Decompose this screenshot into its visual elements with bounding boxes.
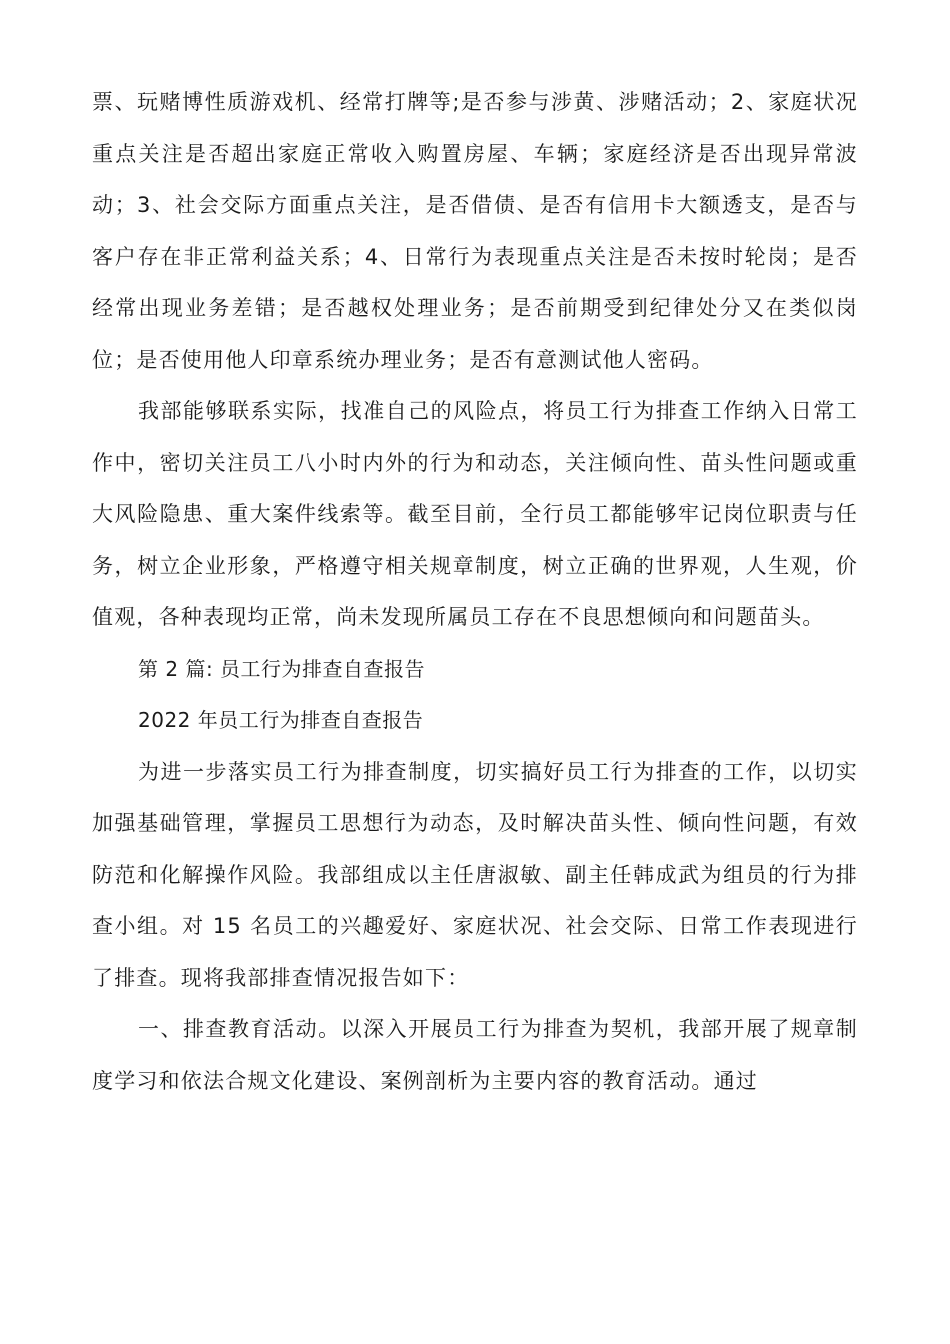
document-body <box>92 77 858 1107</box>
paragraph-introduction: 为进一步落实员工行为排查制度，切实搞好员工行为排查的工作，以切实加强基础管理，掌握员工思想行为动态，及时解决苗头性、倾向性问题，有效防范和化解操作风险。我部组成以主任唐淑敏、副主任韩成武为组员的行为排查小组。对 15 名员工的兴趣爱好、家庭状况、社会交际、日常工作表现进行了排查。现将我部排查情况报告如下： <box>92 759 858 990</box>
section-heading: 第 2 篇: 员工行为排查自查报告 <box>138 656 426 681</box>
report-title: 2022 年员工行为排查自查报告 <box>138 708 424 732</box>
paragraph-continuation: 票、玩赌博性质游戏机、经常打牌等;是否参与涉黄、涉赌活动；2、家庭状况重点关注是否超出家庭正常收入购置房屋、车辆；家庭经济是否出现异常波动；3、社会交际方面重点关注，是否借债、是否有信用卡大额透支，是否与客户存在非正常利益关系；4、日常行为表现重点关注是否未按时轮岗；是否经常出现业务差错；是否越权处理业务；是否前期受到纪律处分又在类似岗位；是否使用他人印章系统办理业务；是否有意测试他人密码。 <box>92 90 858 372</box>
paragraph-findings-summary: 我部能够联系实际，找准自己的风险点，将员工行为排查工作纳入日常工作中，密切关注员工八小时内外的行为和动态，关注倾向性、苗头性问题或重大风险隐患、重大案件线索等。截至目前，全行员工都能够牢记岗位职责与任务，树立企业形象，严格遵守相关规章制度，树立正确的世界观，人生观，价值观，各种表现均正常，尚未发现所属员工存在不良思想倾向和问题苗头。 <box>92 399 858 629</box>
paragraph-section-one: 一、排查教育活动。以深入开展员工行为排查为契机，我部开展了规章制度学习和依法合规文化建设、案例剖析为主要内容的教育活动。通过 <box>92 1017 858 1093</box>
